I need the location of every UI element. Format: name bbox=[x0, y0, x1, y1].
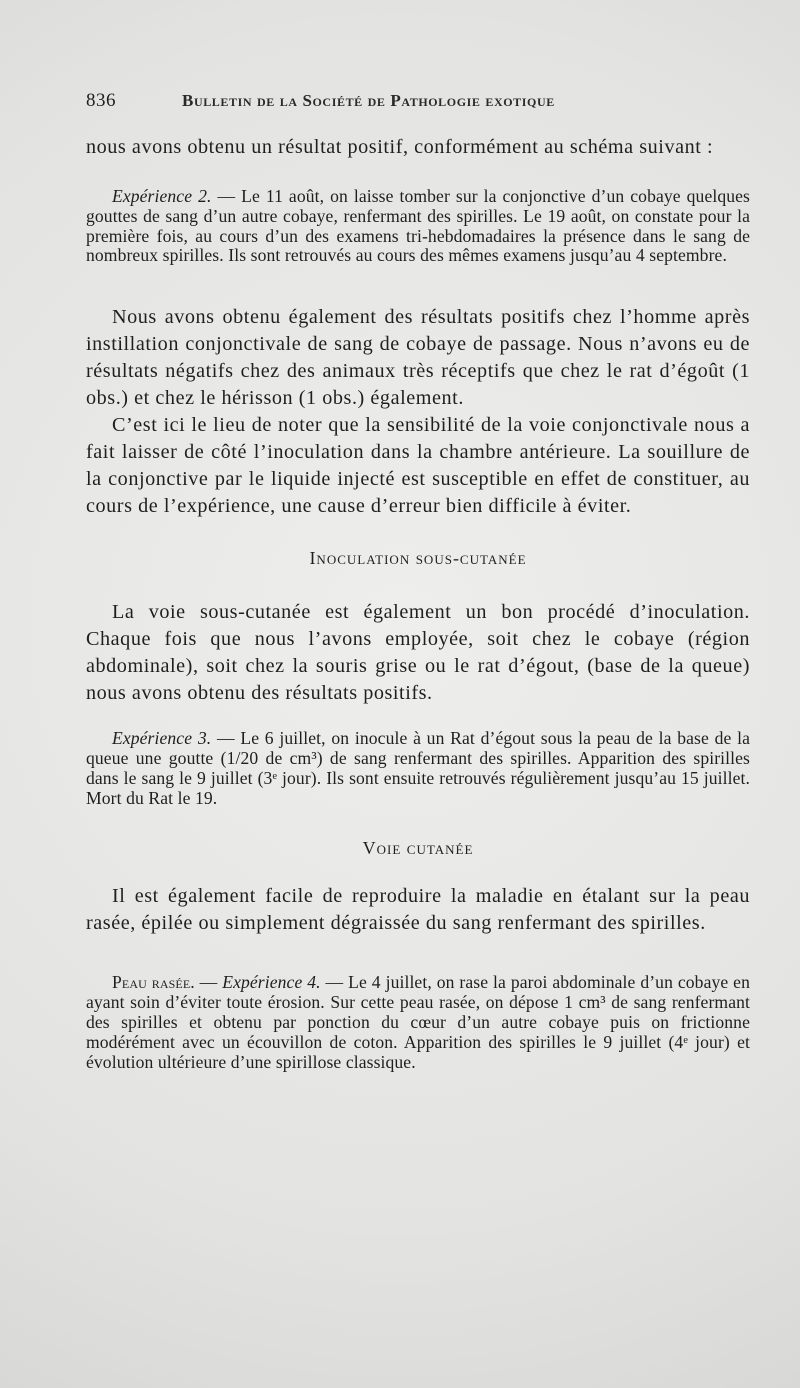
heading-subcutaneous: Inoculation sous-cutanée bbox=[309, 548, 527, 569]
page-header bbox=[86, 90, 666, 112]
experiment-2 bbox=[86, 187, 750, 266]
experiment-4 bbox=[86, 973, 750, 1072]
page-number: 836 bbox=[86, 90, 116, 111]
experiment-4-label: Expérience 4. bbox=[222, 972, 321, 993]
paragraph-subcutaneous: La voie sous-cutanée est également un bon procédé d’inoculation. Chaque fois que nous l’avons employée, soit chez le cobaye (région abdominale), soit chez la souris grise ou le rat d’égout, (base de la queue) nous avons obtenu des résultats positifs. bbox=[86, 601, 750, 705]
experiment-4-text: — Le 4 juillet, on rase la paroi abdominale d’un cobaye en ayant soin d’éviter toute érosion. Sur cette peau rasée, on dépose 1 cm³ de sang renfermant des spirilles et obtenu par ponction du cœur d’un autre cobaye puis on frictionne modérément avec un écouvillon de coton. Apparition des spirilles le 9 juillet (4ᵉ jour) et évolution ultérieure d’une spirillose classique. bbox=[86, 972, 750, 1072]
article-body bbox=[86, 134, 750, 1072]
paragraph-cutaneous: Il est également facile de reproduire la maladie en étalant sur la peau rasée, épilée ou simplement dégraissée du sang renfermant des spirilles. bbox=[86, 885, 750, 935]
experiment-3 bbox=[86, 729, 750, 808]
experiment-2-text: — Le 11 août, on laisse tomber sur la conjonctive d’un cobaye quelques gouttes de sang d’un autre cobaye, renfermant des spirilles. Le 19 août, on constate pour la première fois, au cours d’un des examens tri-hebdomadaires la présence dans le sang de nombreux spirilles. Ils sont retrouvés au cours des mêmes examens jusqu’au 4 septembre. bbox=[86, 186, 750, 266]
experiment-3-label: Expérience 3. bbox=[112, 728, 212, 749]
paragraph-sensitivity: C’est ici le lieu de noter que la sensibilité de la voie conjonctivale nous a fait laisser de côté l’inoculation dans la chambre antérieure. La souillure de la conjonctive par le liquide injecté est susceptible en effet de constituer, au cours de l’expérience, une cause d’erreur bien difficile à éviter. bbox=[86, 414, 750, 518]
heading-cutaneous: Voie cutanée bbox=[362, 838, 474, 859]
running-head: Bulletin de la Société de Pathologie exotique bbox=[182, 91, 555, 110]
paragraph-results-human: Nous avons obtenu également des résultats positifs chez l’homme après instillation conjonctivale de sang de cobaye de passage. Nous n’avons eu de résultats négatifs chez des animaux très réceptifs que chez le rat d’égoût (1 obs.) et chez le hérisson (1 obs.) également. bbox=[86, 306, 750, 410]
experiment-2-label: Expérience 2. bbox=[112, 186, 212, 206]
experiment-4-prefix: Peau rasée. bbox=[112, 972, 195, 993]
experiment-3-text: — Le 6 juillet, on inocule à un Rat d’égout sous la peau de la base de la queue une goutte (1/20 de cm³) de sang renfermant des spirilles. Apparition des spirilles dans le sang le 9 juillet (3ᵉ jour). Ils sont ensuite retrouvés régulièrement jusqu’au 15 juillet. Mort du Rat le 19. bbox=[86, 728, 751, 808]
paragraph-continuation: nous avons obtenu un résultat positif, conformément au schéma suivant : bbox=[86, 136, 714, 158]
experiment-4-dash: — bbox=[194, 972, 223, 993]
